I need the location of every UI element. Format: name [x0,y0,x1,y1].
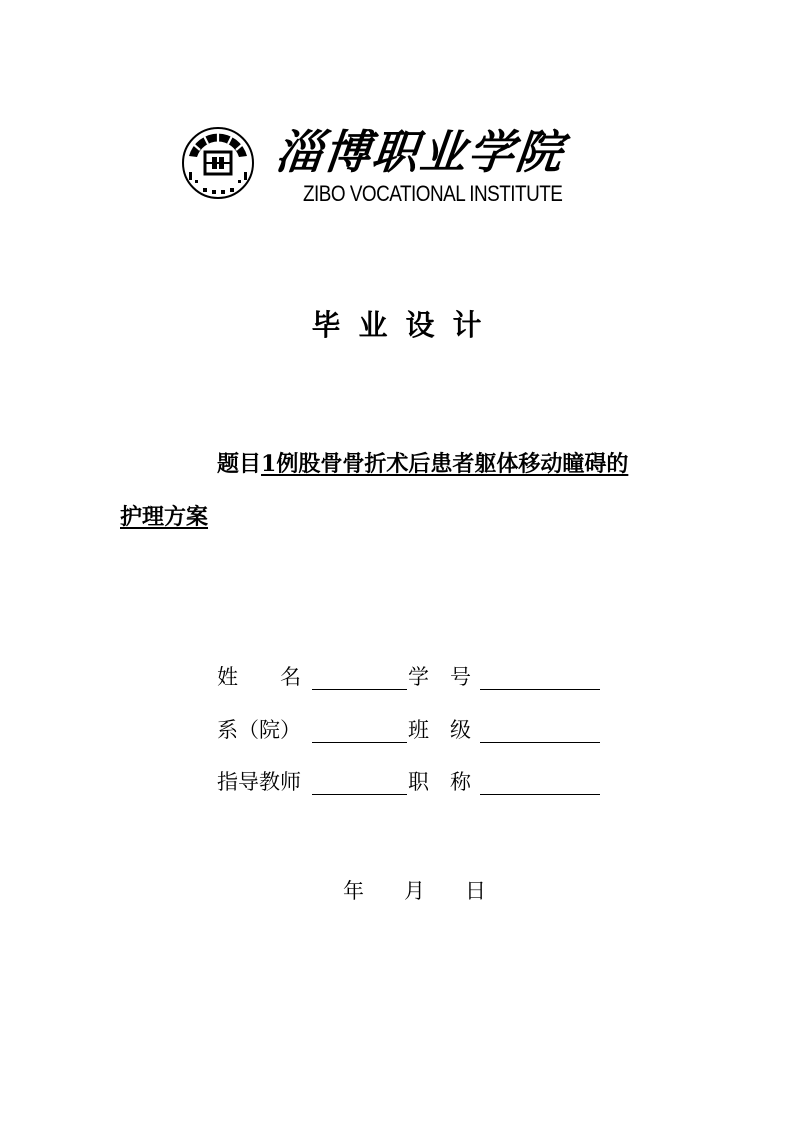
department-field[interactable] [312,742,407,743]
advisor-field[interactable] [312,794,407,795]
topic-line-2 [120,500,208,534]
school-logo-seal [181,126,255,200]
job-title-label: 职 称 [408,770,471,794]
department-row [217,715,617,745]
document-title: 毕业设计 [311,308,500,342]
name-row [217,662,617,692]
class-field[interactable] [480,742,600,743]
topic-label: 题目 [217,451,262,477]
school-name-english: ZIBO VOCATIONAL INSTITUTE [303,181,563,206]
name-field[interactable] [312,689,407,690]
topic-text-1: 1例股骨骨折术后患者躯体移动瞳碍的 [261,451,629,477]
student-id-label: 学 号 [408,665,471,689]
topic-text-2: 护理方案 [120,504,209,530]
school-name-chinese: 淄博职业学院 [273,125,567,179]
topic-line-1 [217,447,628,481]
class-label: 班 级 [408,718,471,742]
date-row [343,876,503,906]
day-label: 日 [465,879,486,903]
student-id-field[interactable] [480,689,600,690]
month-label: 月 [404,879,425,903]
year-label: 年 [343,879,364,903]
name-label: 姓 名 [217,665,301,689]
advisor-label: 指导教师 [217,770,301,794]
advisor-row [217,767,617,797]
department-label: 系（院） [217,718,301,742]
job-title-field[interactable] [480,794,600,795]
